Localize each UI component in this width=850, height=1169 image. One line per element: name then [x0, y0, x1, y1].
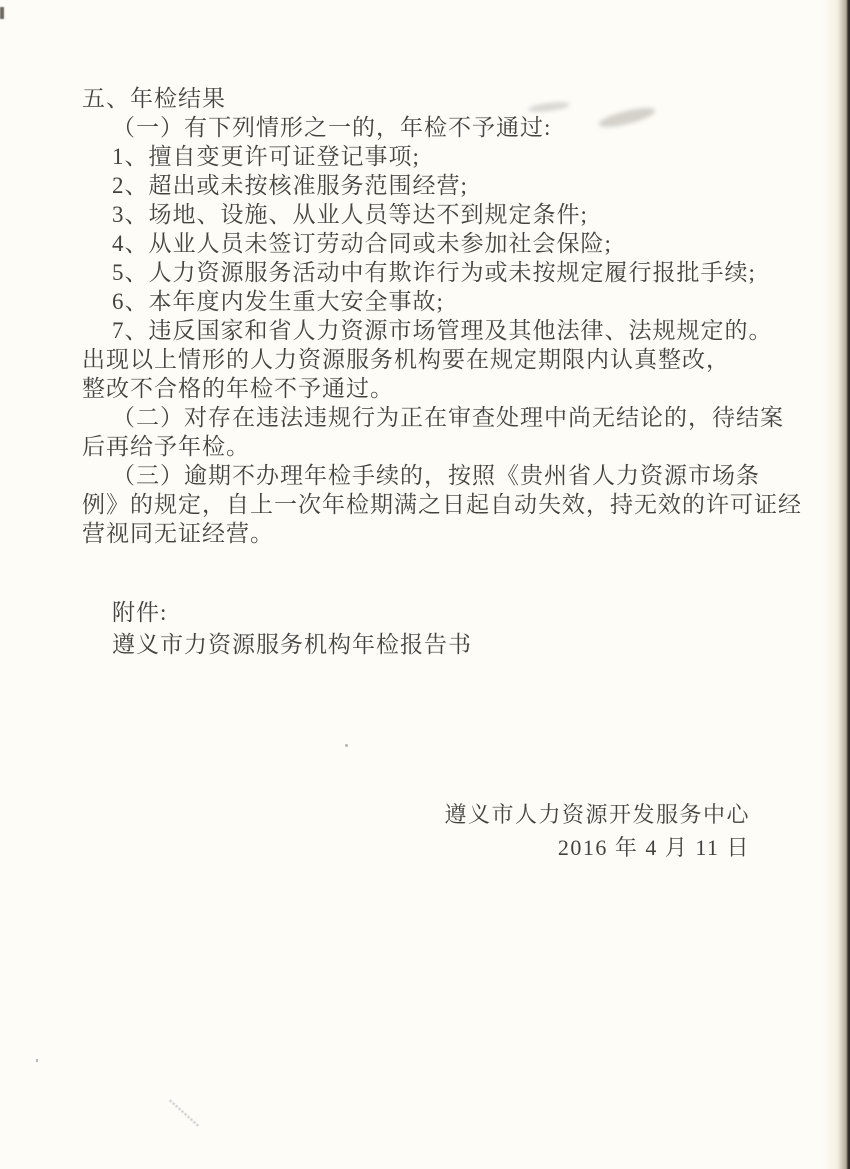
doc-line-item-4: 4、从业人员未签订劳动合同或未参加社会保险;	[112, 231, 612, 256]
doc-line-item-3: 3、场地、设施、从业人员等达不到规定条件;	[112, 202, 588, 227]
attachment-title: 遵义市力资源服务机构年检报告书	[112, 632, 472, 657]
doc-line-continuation: 整改不合格的年检不予通过。	[82, 376, 394, 401]
doc-line-item-5: 5、人力资源服务活动中有欺诈行为或未按规定履行报批手续;	[112, 260, 756, 285]
scan-artifact-speck	[36, 1059, 38, 1062]
doc-line-item-7: 7、违反国家和省人力资源市场管理及其他法律、法规规定的。	[112, 318, 773, 343]
doc-line-clause-1: （一）有下列情形之一的，年检不予通过:	[112, 115, 552, 140]
section-title: 五、年检结果	[82, 86, 226, 111]
attachment-block	[82, 597, 472, 661]
doc-line-item-2: 2、超出或未按核准服务范围经营;	[112, 173, 468, 198]
scan-artifact-speckles	[169, 1100, 199, 1127]
document-body	[82, 84, 812, 548]
doc-line-continuation: 后再给予年检。	[82, 434, 250, 459]
doc-line-clause-2: （二）对存在违法违规行为正在审查处理中尚无结论的，待结案	[112, 405, 784, 430]
attachment-label: 附件:	[112, 600, 168, 625]
signature-date: 2016 年 4 月 11 日	[557, 835, 750, 860]
scan-edge-shadow	[822, 0, 850, 1169]
doc-line-item-1: 1、擅自变更许可证登记事项;	[112, 144, 420, 169]
doc-line-continuation: 出现以上情形的人力资源服务机构要在规定期限内认真整改，	[82, 347, 730, 372]
scan-artifact-speck	[345, 744, 348, 747]
doc-line-continuation: 例》的规定，自上一次年检期满之日起自动失效，持无效的许可证经	[82, 492, 802, 517]
doc-line-clause-3: （三）逾期不办理年检手续的，按照《贵州省人力资源市场条	[112, 463, 760, 488]
doc-line-continuation: 营视同无证经营。	[82, 521, 274, 546]
signature-organization: 遵义市人力资源开发服务中心	[444, 802, 750, 827]
scan-artifact-corner-mark	[0, 7, 4, 19]
signature-block	[444, 798, 750, 864]
doc-line-item-6: 6、本年度内发生重大安全事故;	[112, 289, 444, 314]
